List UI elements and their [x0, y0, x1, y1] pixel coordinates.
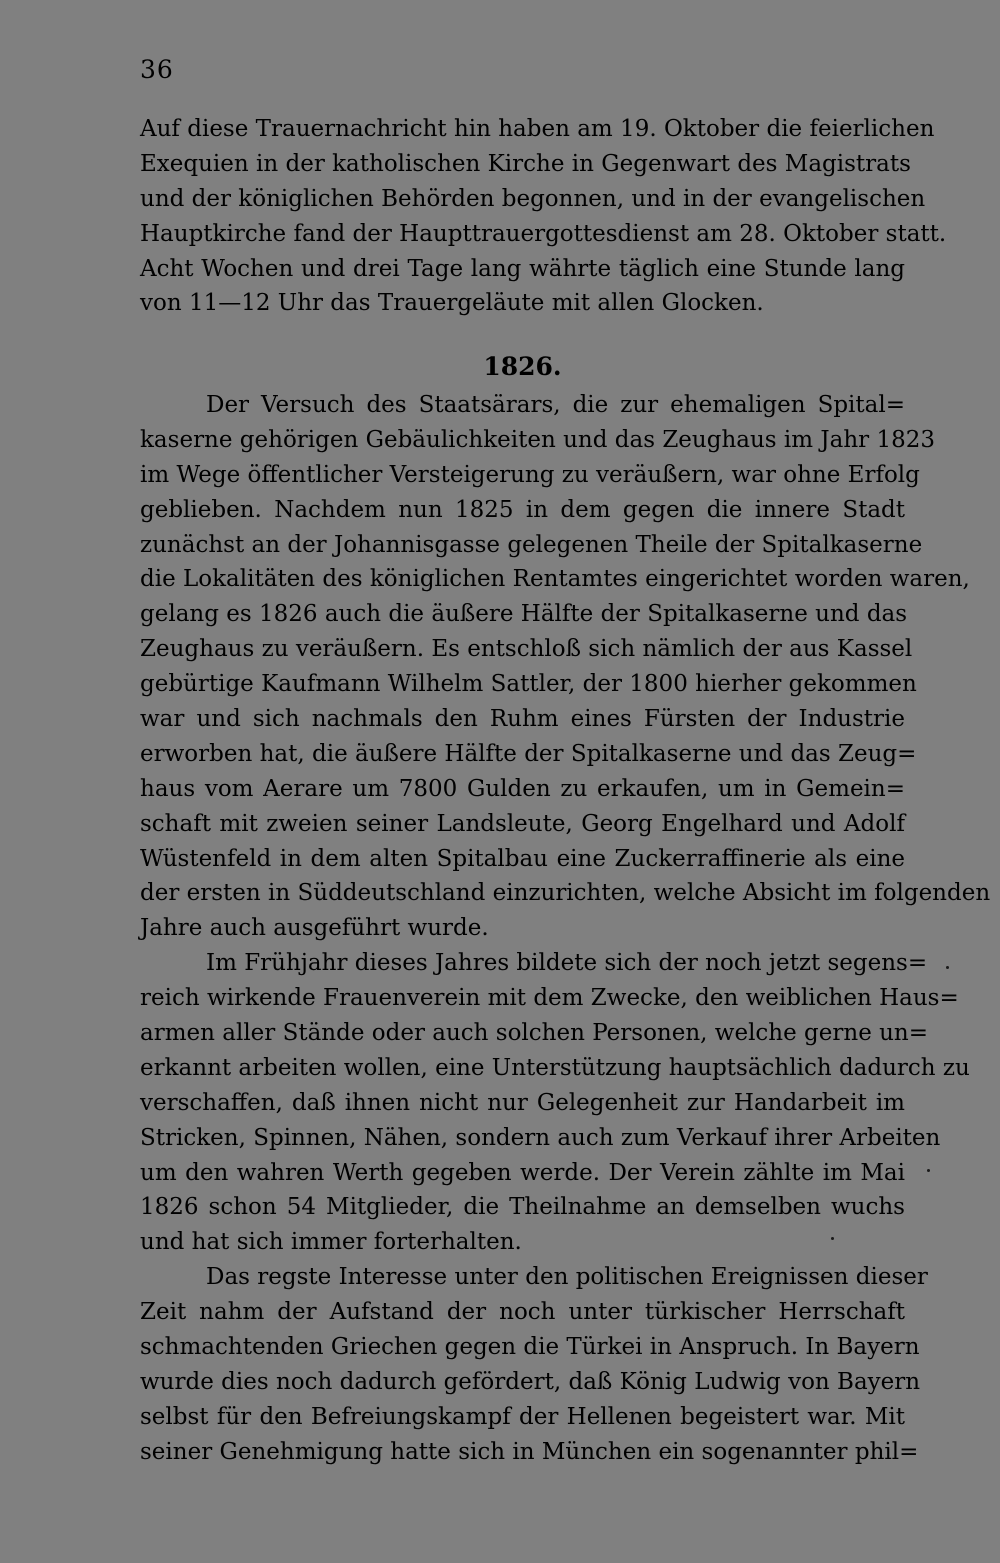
- text-line: geblieben. Nachdem nun 1825 in dem gegen die innere Stadt: [140, 496, 905, 523]
- text-line: zunächst an der Johannisgasse gelegenen Theile der Spitalkaserne: [140, 531, 923, 558]
- section-1826-body: [140, 388, 991, 1470]
- text-line: reich wirkende Frauenverein mit dem Zwecke, den weiblichen Haus=: [140, 985, 959, 1012]
- print-speck: [946, 966, 949, 969]
- text-line: 1826 schon 54 Mitglieder, die Theilnahme an demselben wuchs: [140, 1194, 905, 1221]
- text-line: Wüstenfeld in dem alten Spitalbau eine Zuckerraffinerie als eine: [140, 845, 905, 872]
- page-number: 36: [140, 55, 174, 84]
- text-line: verschaffen, daß ihnen nicht nur Gelegenheit zur Handarbeit im: [140, 1089, 905, 1116]
- text-line: und der königlichen Behörden begonnen, und in der evangelischen: [140, 185, 926, 212]
- text-line: Hauptkirche fand der Haupttrauergottesdienst am 28. Oktober statt.: [140, 220, 947, 247]
- text-line: schaft mit zweien seiner Landsleute, Georg Engelhard und Adolf: [140, 810, 905, 837]
- text-line: haus vom Aerare um 7800 Gulden zu erkaufen, um in Gemein=: [140, 775, 905, 802]
- text-line: selbst für den Befreiungskampf der Hellenen begeistert war. Mit: [140, 1403, 905, 1430]
- section-heading-year: 1826.: [483, 352, 562, 381]
- text-line: Auf diese Trauernachricht hin haben am 19. Oktober die feierlichen: [140, 116, 935, 142]
- text-line: Das regste Interesse unter den politischen Ereignissen dieser: [206, 1264, 928, 1291]
- text-line: Stricken, Spinnen, Nähen, sondern auch zum Verkauf ihrer Arbeiten: [140, 1124, 941, 1151]
- text-line: Der Versuch des Staatsärars, die zur ehemaligen Spital=: [206, 392, 905, 418]
- text-line: seiner Genehmigung hatte sich in München ein sogenannter phil=: [140, 1438, 919, 1465]
- text-line: schmachtenden Griechen gegen die Türkei in Anspruch. In Bayern: [140, 1334, 920, 1361]
- text-line: gelang es 1826 auch die äußere Hälfte der Spitalkaserne und das: [140, 601, 908, 628]
- text-line: und hat sich immer forterhalten.: [140, 1229, 522, 1256]
- print-speck: [831, 1237, 834, 1240]
- paragraph-mourning: [140, 112, 947, 321]
- text-line: von 11—12 Uhr das Trauergeläute mit allen Glocken.: [140, 290, 764, 317]
- text-line: Exequien in der katholischen Kirche in Gegenwart des Magistrats: [140, 150, 911, 177]
- text-line: erkannt arbeiten wollen, eine Unterstützung hauptsächlich dadurch zu: [140, 1054, 970, 1081]
- text-line: die Lokalitäten des königlichen Rentamtes eingerichtet worden waren,: [140, 566, 970, 593]
- text-line: Im Frühjahr dieses Jahres bildete sich der noch jetzt segens=: [206, 950, 928, 977]
- text-line: gebürtige Kaufmann Wilhelm Sattler, der 1800 hierher gekommen: [140, 671, 917, 698]
- text-line: Zeughaus zu veräußern. Es entschloß sich nämlich der aus Kassel: [140, 636, 913, 663]
- text-line: kaserne gehörigen Gebäulichkeiten und das Zeughaus im Jahr 1823: [140, 426, 935, 453]
- text-line: der ersten in Süddeutschland einzurichten, welche Absicht im folgenden: [140, 880, 991, 907]
- text-line: erworben hat, die äußere Hälfte der Spitalkaserne und das Zeug=: [140, 740, 917, 767]
- text-line: Jahre auch ausgeführt wurde.: [140, 915, 489, 942]
- text-line: Zeit nahm der Aufstand der noch unter türkischer Herrschaft: [140, 1299, 905, 1326]
- text-line: war und sich nachmals den Ruhm eines Fürsten der Industrie: [140, 706, 905, 733]
- print-speck: [927, 1169, 930, 1172]
- text-line: armen aller Stände oder auch solchen Personen, welche gerne un=: [140, 1020, 929, 1047]
- text-line: wurde dies noch dadurch gefördert, daß König Ludwig von Bayern: [140, 1368, 921, 1395]
- text-line: um den wahren Werth gegeben werde. Der Verein zählte im Mai: [140, 1159, 905, 1186]
- text-line: Acht Wochen und drei Tage lang währte täglich eine Stunde lang: [140, 255, 905, 282]
- text-line: im Wege öffentlicher Versteigerung zu veräußern, war ohne Erfolg: [140, 461, 920, 488]
